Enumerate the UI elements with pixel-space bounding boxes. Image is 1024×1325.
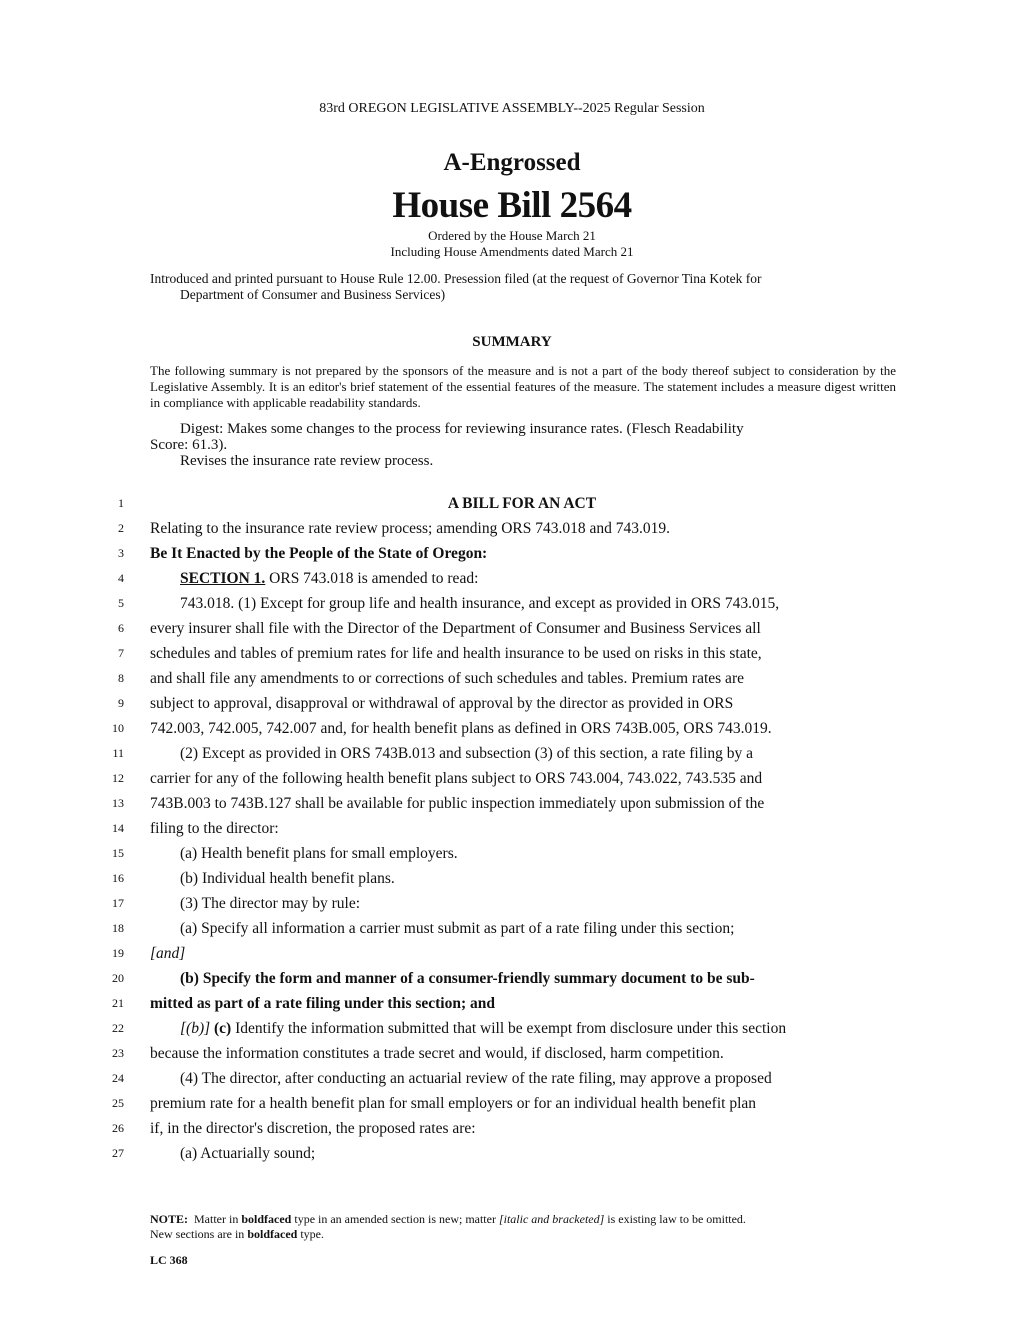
lc-number: LC 368 bbox=[150, 1253, 188, 1267]
line-number: 13 bbox=[112, 796, 124, 810]
bill-line: (3) The director may by rule: bbox=[180, 895, 361, 912]
note-line-2 bbox=[150, 1227, 896, 1242]
note-text: Matter in bbox=[194, 1212, 242, 1226]
note-label: NOTE: bbox=[150, 1212, 189, 1226]
bill-line: (b) Individual health benefit plans. bbox=[180, 870, 395, 887]
new-text: mitted as part of a rate filing under this section; and bbox=[150, 995, 496, 1012]
ordered-line: Ordered by the House March 21 bbox=[428, 228, 596, 243]
line-number: 4 bbox=[118, 571, 124, 585]
note-text: type in an amended section is new; matter bbox=[291, 1212, 499, 1226]
digest-line-1b: Score: 61.3). bbox=[150, 437, 228, 453]
line-number: 2 bbox=[118, 521, 124, 535]
bill-line: (a) Specify all information a carrier must submit as part of a rate filing under this section; bbox=[180, 920, 735, 937]
line-number: 14 bbox=[112, 821, 124, 835]
relating-clause: Relating to the insurance rate review process; amending ORS 743.018 and 743.019. bbox=[150, 520, 670, 537]
intro-line-1: Introduced and printed pursuant to House Rule 12.00. Presession filed (at the request of Governor Tina Kotek for bbox=[150, 271, 762, 286]
summary-heading: SUMMARY bbox=[472, 334, 552, 350]
enacting-clause: Be It Enacted by the People of the State of Oregon: bbox=[150, 545, 488, 562]
bill-title: House Bill 2564 bbox=[392, 185, 632, 226]
bill-line: because the information constitutes a trade secret and would, if disclosed, harm competition. bbox=[150, 1045, 724, 1062]
line-number: 24 bbox=[112, 1071, 124, 1085]
ordered-info bbox=[0, 228, 1024, 260]
line-number: 10 bbox=[112, 721, 124, 735]
note-text: type. bbox=[297, 1227, 324, 1241]
intro-line-2: Department of Consumer and Business Services) bbox=[180, 287, 446, 302]
line-number: 3 bbox=[118, 546, 124, 560]
bill-line: premium rate for a health benefit plan for small employers or for an individual health benefit plan bbox=[150, 1095, 757, 1112]
note-bold: boldfaced bbox=[241, 1212, 292, 1226]
section-text: ORS 743.018 is amended to read: bbox=[265, 570, 479, 587]
digest-line-1: Digest: Makes some changes to the process for reviewing insurance rates. (Flesch Readability bbox=[180, 421, 744, 437]
line-number: 20 bbox=[112, 971, 124, 985]
bill-line bbox=[150, 1016, 924, 1041]
line-number: 1 bbox=[118, 496, 124, 510]
bill-line: 743.018. (1) Except for group life and health insurance, and except as provided in ORS 743.015, bbox=[180, 595, 780, 612]
line-number: 5 bbox=[118, 596, 124, 610]
section-1-line bbox=[150, 566, 924, 591]
line-number: 16 bbox=[112, 871, 124, 885]
line-number: 27 bbox=[112, 1146, 124, 1160]
bill-line: (4) The director, after conducting an actuarial review of the rate filing, may approve a proposed bbox=[180, 1070, 772, 1087]
bill-line: subject to approval, disapproval or withdrawal of approval by the director as provided in ORS bbox=[150, 695, 734, 712]
line-number: 21 bbox=[112, 996, 124, 1010]
note-bold: boldfaced bbox=[247, 1227, 298, 1241]
line-number: 26 bbox=[112, 1121, 124, 1135]
bill-line: filing to the director: bbox=[150, 820, 279, 837]
bill-line: carrier for any of the following health benefit plans subject to ORS 743.004, 743.022, 743.535 and bbox=[150, 770, 763, 787]
bill-line: 743B.003 to 743B.127 shall be available for public inspection immediately upon submission of the bbox=[150, 795, 765, 812]
bill-line: every insurer shall file with the Director of the Department of Consumer and Business Services all bbox=[150, 620, 761, 637]
line-number: 17 bbox=[112, 896, 124, 910]
session-header: 83rd OREGON LEGISLATIVE ASSEMBLY--2025 Regular Session bbox=[319, 101, 705, 116]
summary-text: The following summary is not prepared by the sponsors of the measure and is not a part of the body thereof subject to consideration by the Legislative Assembly. It is an editor's brief statement of the essential features of the measure. The statement includes a measure digest written in compliance with applicable readability standards. bbox=[150, 363, 896, 410]
note-text: is existing law to be omitted. bbox=[604, 1212, 746, 1226]
line-number: 15 bbox=[112, 846, 124, 860]
new-text: (b) Specify the form and manner of a consumer-friendly summary document to be sub- bbox=[180, 970, 755, 987]
amendments-line: Including House Amendments dated March 21 bbox=[390, 244, 634, 259]
bill-line: (2) Except as provided in ORS 743B.013 and subsection (3) of this section, a rate filing by a bbox=[180, 745, 753, 762]
deleted-text: [and] bbox=[150, 945, 186, 962]
line-number: 6 bbox=[118, 621, 124, 635]
bill-line: if, in the director's discretion, the proposed rates are: bbox=[150, 1120, 476, 1137]
line-number: 18 bbox=[112, 921, 124, 935]
bill-line: schedules and tables of premium rates for life and health insurance to be used on risks in this state, bbox=[150, 645, 762, 662]
bill-line: and shall file any amendments to or corrections of such schedules and tables. Premium rates are bbox=[150, 670, 744, 687]
bill-line-rest: Identify the information submitted that will be exempt from disclosure under this section bbox=[231, 1020, 787, 1037]
note-italic: [italic and bracketed] bbox=[498, 1212, 605, 1226]
line-number: 12 bbox=[112, 771, 124, 785]
line-number: 7 bbox=[118, 646, 124, 660]
line-number: 11 bbox=[112, 746, 124, 760]
bill-body bbox=[0, 491, 1024, 1166]
line-number: 8 bbox=[118, 671, 124, 685]
bill-line: (a) Health benefit plans for small employers. bbox=[180, 845, 458, 862]
new-text: (c) bbox=[214, 1020, 232, 1037]
intro-paragraph bbox=[150, 271, 896, 303]
deleted-text: [(b)] bbox=[180, 1020, 211, 1037]
footnote bbox=[150, 1212, 896, 1242]
engrossed-label: A-Engrossed bbox=[443, 149, 581, 176]
bill-heading: A BILL FOR AN ACT bbox=[447, 495, 597, 512]
line-number: 25 bbox=[112, 1096, 124, 1110]
line-number: 9 bbox=[118, 696, 124, 710]
note-text: New sections are in bbox=[150, 1227, 248, 1241]
line-number: 19 bbox=[112, 946, 124, 960]
line-number: 23 bbox=[112, 1046, 124, 1060]
note-line-1 bbox=[150, 1212, 896, 1227]
bill-line: 742.003, 742.005, 742.007 and, for health benefit plans as defined in ORS 743B.005, ORS 743.019. bbox=[150, 720, 772, 737]
line-number: 22 bbox=[112, 1021, 124, 1035]
digest bbox=[150, 421, 896, 469]
digest-line-2: Revises the insurance rate review process. bbox=[180, 453, 434, 469]
section-label: SECTION 1. bbox=[180, 570, 266, 587]
bill-line: (a) Actuarially sound; bbox=[180, 1145, 316, 1162]
